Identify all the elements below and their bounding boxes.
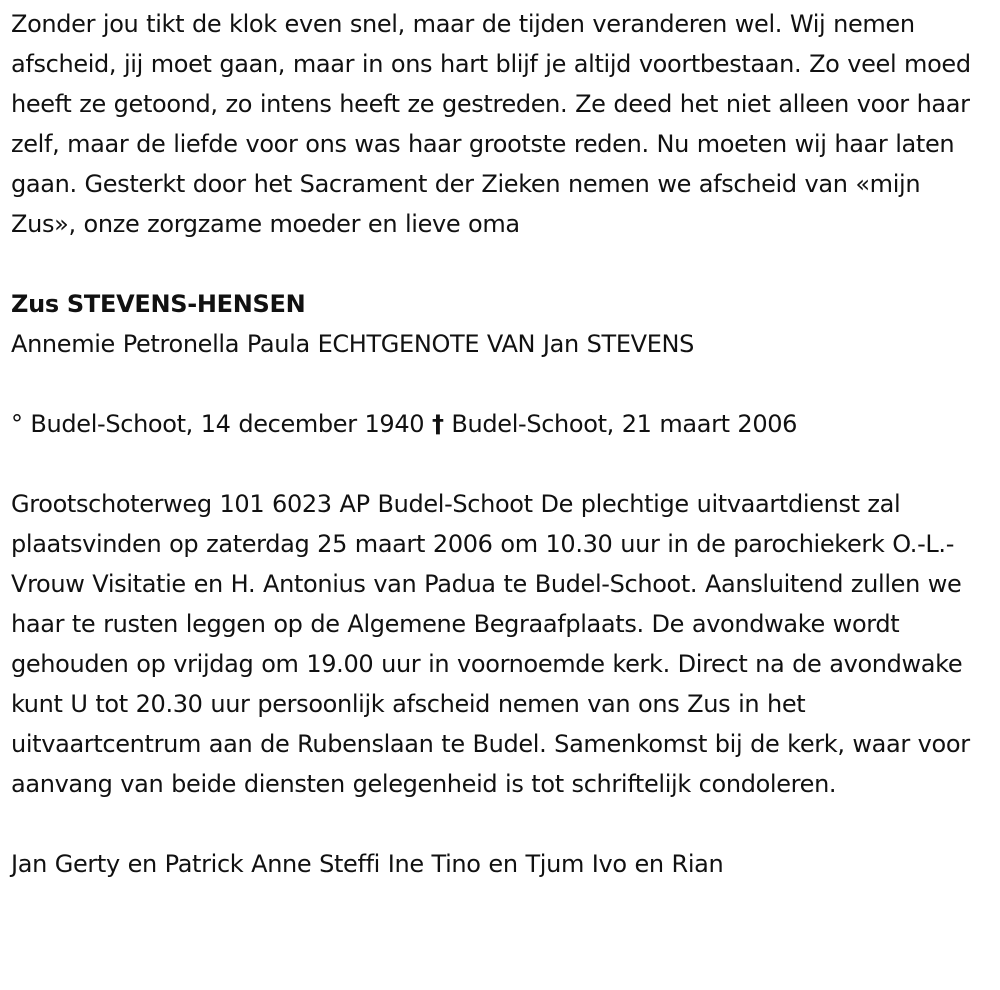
dates-line <box>11 404 990 444</box>
family-names: Jan Gerty en Patrick Anne Steffi Ine Tino en Tjum Ivo en Rian <box>11 850 724 878</box>
death-info: Budel-Schoot, 21 maart 2006 <box>451 410 798 438</box>
birth-info: ° Budel-Schoot, 14 december 1940 <box>11 410 425 438</box>
intro-paragraph: Zonder jou tikt de klok even snel, maar de tijden veranderen wel. Wij nemen afscheid, jij moet gaan, maar in ons hart blijf je altijd voortbestaan. Zo veel moed heeft ze getoond, zo intens heeft ze gestreden. Ze deed het niet alleen voor haar zelf, maar de liefde voor ons was haar grootste reden. Nu moeten wij haar laten gaan. Gesterkt door het Sacrament der Zieken nemen we afscheid van «mijn Zus», onze zorgzame moeder en lieve oma <box>11 10 971 238</box>
spacer <box>11 804 990 844</box>
service-details-paragraph: Grootschoterweg 101 6023 AP Budel-Schoot De plechtige uitvaartdienst zal plaatsvinden op zaterdag 25 maart 2006 om 10.30 uur in de parochiekerk O.-L.-Vrouw Visitatie en H. Antonius van Padua te Budel-Schoot. Aansluitend zullen we haar te rusten leggen op de Algemene Begraafplaats. De avondwake wordt gehouden op vrijdag om 19.00 uur in voornoemde kerk. Direct na de avondwake kunt U tot 20.30 uur persoonlijk afscheid nemen van ons Zus in het uitvaartcentrum aan de Rubenslaan te Budel. Samenkomst bij de kerk, waar voor aanvang van beide diensten gelegenheid is tot schriftelijk condoleren. <box>11 490 970 798</box>
spacer <box>11 244 990 284</box>
spacer <box>11 364 990 404</box>
full-name-line: Annemie Petronella Paula ECHTGENOTE VAN Jan STEVENS <box>11 330 695 358</box>
spacer <box>11 444 990 484</box>
deceased-name: Zus STEVENS-HENSEN <box>11 290 306 318</box>
cross-icon: † <box>431 410 444 438</box>
